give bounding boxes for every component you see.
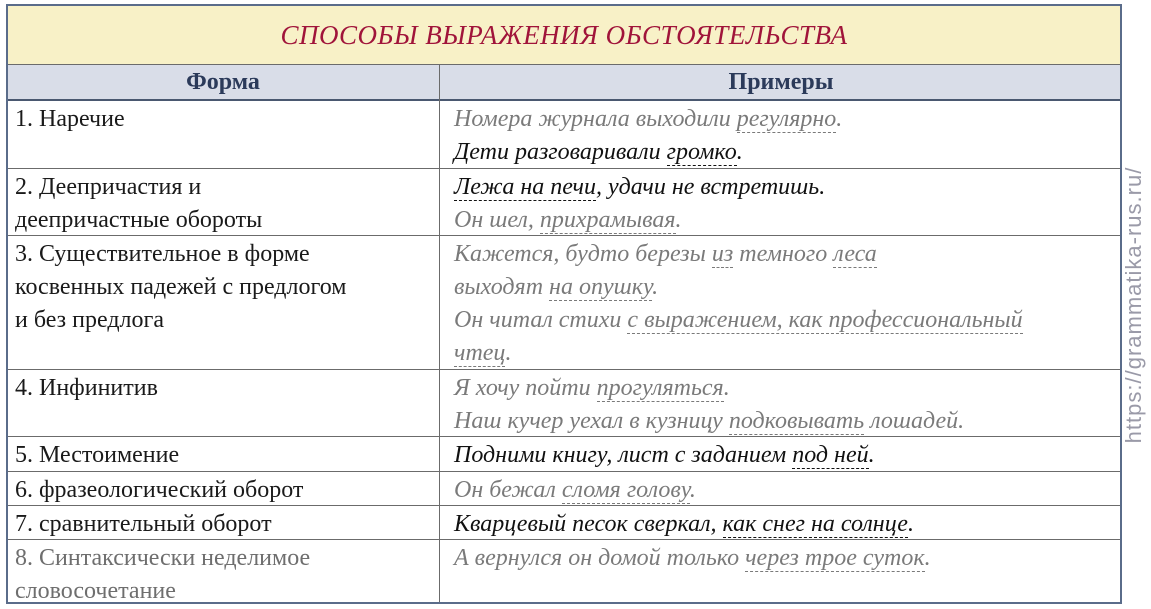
table-title-bar: [8, 6, 1120, 65]
table-row: [8, 101, 1120, 169]
example-line: [454, 474, 1124, 507]
example-line: [454, 542, 1124, 575]
form-text: 4. Инфинитив: [15, 375, 158, 401]
example-line: [454, 103, 1124, 136]
examples-cell: [454, 372, 1124, 438]
example-line: [454, 405, 1124, 438]
form-text: 7. сравнительный оборот: [15, 511, 272, 537]
example-text: .: [689, 477, 696, 503]
examples-cell: [454, 439, 1124, 472]
example-text: Дети разговаривали: [454, 139, 667, 165]
underlined-term: регулярно: [736, 106, 837, 132]
form-text: словосочетание: [15, 578, 176, 604]
example-text: Он читал стихи: [454, 307, 628, 333]
example-text: Номера журнала выходили: [454, 106, 737, 132]
header-examples: Примеры: [728, 69, 834, 95]
example-text: Кажется, будто березы: [454, 241, 712, 267]
example-line: [454, 171, 1124, 204]
examples-cell: [454, 508, 1124, 541]
example-text: .: [868, 442, 875, 468]
form-cell: [15, 439, 433, 472]
example-line: [454, 508, 1124, 541]
example-text: .: [836, 106, 843, 132]
example-text: .: [723, 375, 730, 401]
underlined-term: прихрамывая: [539, 207, 676, 233]
example-text: лошадей.: [864, 408, 965, 434]
underlined-term: как снег на солнце: [722, 511, 908, 537]
form-text: 3. Существительное в форме: [15, 241, 310, 267]
table-row: [8, 506, 1120, 540]
underlined-term: через трое суток: [745, 545, 925, 571]
form-cell: [15, 474, 433, 507]
examples-cell: [454, 238, 1124, 370]
example-text: А вернулся он домой только: [454, 545, 746, 571]
underlined-term: Лежа на печи: [454, 174, 597, 200]
underlined-term: громко: [666, 139, 737, 165]
example-text: .: [675, 207, 682, 233]
underlined-term: прогуляться: [596, 375, 724, 401]
example-text: Я хочу пойти: [454, 375, 597, 401]
examples-cell: [454, 474, 1124, 507]
example-line: [454, 372, 1124, 405]
example-line: [454, 136, 1124, 169]
example-line: [454, 439, 1124, 472]
example-line: [454, 337, 1124, 370]
underlined-term: леса: [833, 241, 877, 267]
example-text: выходят: [454, 274, 550, 300]
examples-cell: [454, 103, 1124, 169]
form-text: 8. Синтаксически неделимое: [15, 545, 311, 571]
form-cell: [15, 372, 433, 405]
example-text: .: [907, 511, 914, 537]
form-cell: [15, 103, 433, 136]
form-text: 1. Наречие: [15, 106, 125, 132]
table-row: [8, 370, 1120, 437]
table-row: [8, 169, 1120, 236]
example-line: [454, 204, 1124, 237]
header-form: Форма: [186, 69, 260, 95]
example-line: [454, 271, 1124, 304]
example-text: .: [924, 545, 931, 571]
form-cell: [15, 508, 433, 541]
example-text: Он шел,: [454, 207, 540, 233]
table-frame: [6, 4, 1122, 604]
form-cell: [15, 171, 433, 237]
example-text: Он бежал: [454, 477, 562, 503]
examples-cell: [454, 542, 1124, 575]
underlined-term: с выражением, как профессиональный: [627, 307, 1023, 333]
form-text: 5. Местоимение: [15, 442, 180, 468]
table-row: [8, 472, 1120, 506]
examples-cell: [454, 171, 1124, 237]
form-text: деепричастные обороты: [15, 207, 263, 233]
table-title: СПОСОБЫ ВЫРАЖЕНИЯ ОБСТОЯТЕЛЬСТВА: [280, 19, 848, 50]
form-text: 6. фразеологический оборот: [15, 477, 304, 503]
underlined-term: сломя голову: [561, 477, 690, 503]
example-line: [454, 238, 1124, 271]
form-text: косвенных падежей с предлогом: [15, 274, 347, 300]
form-cell: [15, 238, 433, 337]
example-text: , удачи не встретишь.: [596, 174, 826, 200]
example-text: .: [652, 274, 659, 300]
example-text: Подними книгу, лист с заданием: [454, 442, 793, 468]
underlined-term: подковывать: [728, 408, 865, 434]
underlined-term: на опушку: [549, 274, 653, 300]
table-row: [8, 236, 1120, 370]
table-row: [8, 437, 1120, 472]
example-text: .: [736, 139, 743, 165]
watermark-text: https://grammatika-rus.ru/: [1121, 166, 1146, 443]
table-header-row: [8, 65, 1120, 101]
form-text: 2. Деепричастия и: [15, 174, 202, 200]
underlined-term: чтец: [454, 340, 506, 366]
form-cell: [15, 542, 433, 608]
example-text: .: [505, 340, 512, 366]
site-watermark: [1121, 0, 1147, 609]
underlined-term: под ней: [792, 442, 869, 468]
example-text: Кварцевый песок сверкал,: [454, 511, 723, 537]
form-text: и без предлога: [15, 307, 165, 333]
example-text: темного: [733, 241, 834, 267]
example-line: [454, 304, 1124, 337]
example-text: Наш кучер уехал в кузницу: [454, 408, 729, 434]
underlined-term: из: [711, 241, 734, 267]
table-row: [8, 540, 1120, 602]
